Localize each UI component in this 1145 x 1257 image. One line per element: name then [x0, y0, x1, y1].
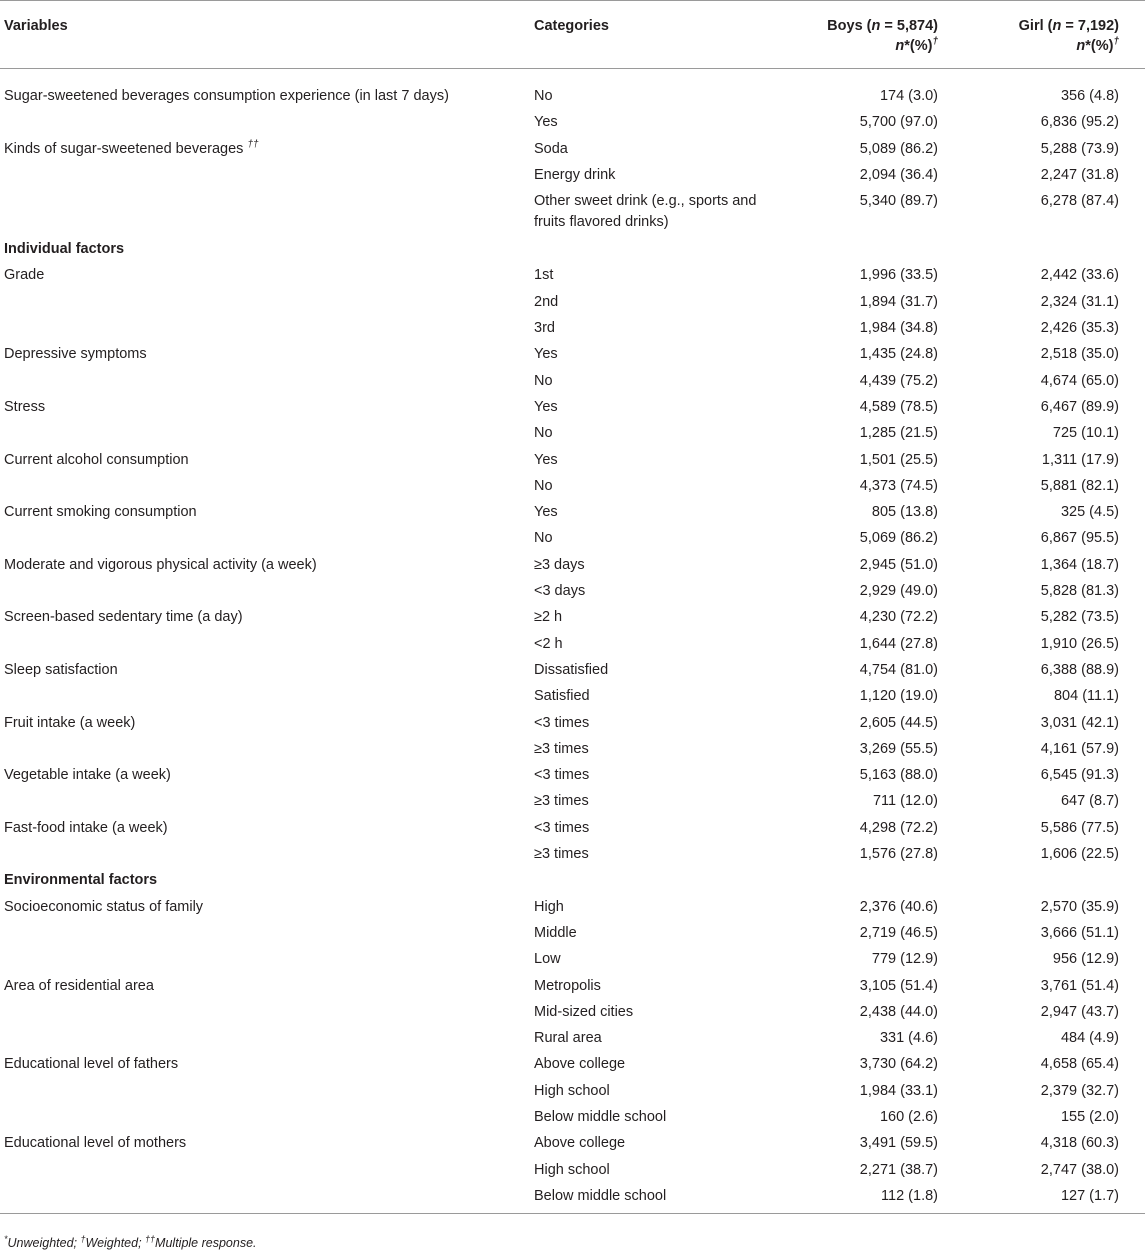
variable-cell	[0, 1157, 530, 1183]
table-row	[0, 999, 1145, 1025]
boys-value-cell: 779 (12.9)	[871, 951, 938, 968]
table-row	[0, 262, 1145, 288]
header-boys: Boys (n = 5,874)	[790, 1, 960, 37]
girl-value-cell: 127 (1.7)	[960, 1183, 1145, 1214]
table-row	[0, 762, 1145, 788]
variable-cell	[0, 1025, 530, 1051]
variable-cell	[0, 525, 530, 551]
boys-value-cell: 160 (2.6)	[879, 1108, 938, 1125]
table-row	[0, 683, 1145, 709]
table-row	[0, 136, 1145, 162]
boys-value-cell: 1,576 (27.8)	[859, 846, 938, 863]
girl-value-cell: 956 (12.9)	[1052, 951, 1119, 968]
boys-value-cell: 2,605 (44.5)	[859, 714, 938, 731]
table-row	[0, 788, 1145, 814]
girl-value-cell: 2,426 (35.3)	[1040, 320, 1119, 337]
variable-cell: Area of residential area	[4, 977, 154, 994]
table-row	[0, 368, 1145, 394]
table-row	[0, 1157, 1145, 1183]
boys-value-cell: 1,435 (24.8)	[859, 346, 938, 363]
variable-cell: Sleep satisfaction	[4, 661, 118, 678]
variable-cell	[0, 788, 530, 814]
boys-value-cell: 1,894 (31.7)	[859, 293, 938, 310]
boys-value-cell: 5,700 (97.0)	[859, 114, 938, 131]
girl-value-cell: 4,658 (65.4)	[1040, 1056, 1119, 1073]
section-heading: Environmental factors	[4, 872, 158, 889]
girl-value-cell: 2,747 (38.0)	[1040, 1161, 1119, 1178]
boys-value-cell: 1,501 (25.5)	[859, 451, 938, 468]
girl-value-cell: 2,947 (43.7)	[1040, 1003, 1119, 1020]
variable-cell	[0, 473, 530, 499]
section-row	[0, 236, 1145, 262]
table-row	[0, 289, 1145, 315]
girl-value-cell: 5,881 (82.1)	[1040, 477, 1119, 494]
header-girl-sub: n*(%)†	[960, 36, 1145, 69]
variable-cell	[0, 1104, 530, 1130]
table-row	[0, 473, 1145, 499]
variable-cell	[0, 946, 530, 972]
variable-cell: Sugar-sweetened beverages consumption experience (in last 7 days)	[4, 88, 449, 104]
table-row	[0, 973, 1145, 999]
table-row	[0, 341, 1145, 367]
variable-cell: Fast-food intake (a week)	[4, 819, 168, 836]
boys-value-cell: 174 (3.0)	[879, 88, 938, 104]
variable-cell	[0, 999, 530, 1025]
boys-value-cell: 331 (4.6)	[879, 1030, 938, 1047]
boys-value-cell: 5,163 (88.0)	[859, 767, 938, 784]
girl-value-cell: 3,761 (51.4)	[1040, 977, 1119, 994]
variable-cell	[0, 368, 530, 394]
category-cell: Rural area	[534, 1030, 602, 1047]
category-cell: <3 days	[534, 583, 586, 600]
table-row	[0, 1130, 1145, 1156]
category-cell: No	[534, 530, 553, 547]
category-cell: ≥3 days	[534, 556, 585, 573]
table-row	[0, 578, 1145, 604]
variable-cell	[0, 578, 530, 604]
table-row	[0, 420, 1145, 446]
category-cell: No	[534, 477, 553, 494]
table-row	[0, 1078, 1145, 1104]
girl-value-cell: 1,606 (22.5)	[1040, 846, 1119, 863]
table-row	[0, 162, 1145, 188]
boys-value-cell: 2,376 (40.6)	[859, 898, 938, 915]
boys-value-cell: 2,719 (46.5)	[859, 924, 938, 941]
boys-value-cell: 4,298 (72.2)	[859, 819, 938, 836]
girl-value-cell: 6,388 (88.9)	[1040, 661, 1119, 678]
table-row	[0, 710, 1145, 736]
girl-value-cell: 804 (11.1)	[1053, 688, 1119, 705]
variable-cell: Educational level of mothers	[4, 1135, 187, 1152]
header-girl: Girl (n = 7,192)	[960, 1, 1145, 37]
variable-cell	[0, 920, 530, 946]
boys-value-cell: 5,340 (89.7)	[859, 193, 938, 210]
girl-value-cell: 6,867 (95.5)	[1040, 530, 1119, 547]
variable-cell: Grade	[4, 267, 45, 284]
section-row	[0, 867, 1145, 893]
variable-cell	[0, 162, 530, 188]
category-cell: Satisfied	[534, 688, 590, 705]
section-heading: Individual factors	[4, 241, 125, 258]
variable-cell	[0, 631, 530, 657]
girl-value-cell: 2,324 (31.1)	[1040, 293, 1119, 310]
variable-cell: Current alcohol consumption	[4, 451, 189, 468]
table-row	[0, 604, 1145, 630]
category-cell: ≥2 h	[534, 609, 563, 626]
category-cell: 2nd	[534, 293, 559, 310]
boys-value-cell: 2,094 (36.4)	[859, 166, 938, 183]
variable-cell	[0, 1078, 530, 1104]
table-header	[0, 1, 1145, 69]
boys-value-cell: 3,269 (55.5)	[859, 740, 938, 757]
header-boys-sub: n*(%)†	[790, 36, 960, 69]
girl-value-cell: 356 (4.8)	[1060, 88, 1119, 104]
boys-value-cell: 5,089 (86.2)	[859, 140, 938, 157]
table-row	[0, 631, 1145, 657]
table-row	[0, 920, 1145, 946]
boys-value-cell: 1,120 (19.0)	[859, 688, 938, 705]
table-row	[0, 1104, 1145, 1130]
category-cell: Mid-sized cities	[534, 1003, 634, 1020]
girl-value-cell: 725 (10.1)	[1052, 425, 1119, 442]
boys-value-cell: 4,589 (78.5)	[859, 398, 938, 415]
girl-value-cell: 1,910 (26.5)	[1040, 635, 1119, 652]
category-cell: Yes	[534, 398, 558, 415]
variable-cell: Current smoking consumption	[4, 504, 197, 521]
table-row	[0, 1051, 1145, 1077]
boys-value-cell: 711 (12.0)	[872, 793, 938, 810]
boys-value-cell: 4,439 (75.2)	[859, 372, 938, 389]
category-cell: Low	[534, 951, 561, 968]
girl-value-cell: 5,828 (81.3)	[1040, 583, 1119, 600]
category-cell: Above college	[534, 1135, 626, 1152]
category-cell: Yes	[534, 346, 558, 363]
header-variables: Variables	[0, 1, 530, 37]
category-cell: Soda	[534, 140, 568, 157]
variable-cell	[0, 188, 530, 236]
girl-value-cell: 2,442 (33.6)	[1040, 267, 1119, 284]
girl-value-cell: 2,247 (31.8)	[1040, 166, 1119, 183]
girl-value-cell: 647 (8.7)	[1060, 793, 1119, 810]
table-row	[0, 525, 1145, 551]
variable-cell: Moderate and vigorous physical activity (a week)	[4, 556, 317, 573]
girl-value-cell: 2,518 (35.0)	[1040, 346, 1119, 363]
table-row	[0, 109, 1145, 135]
variable-cell: Depressive symptoms	[4, 346, 147, 363]
table-body	[0, 69, 1145, 1214]
header-categories: Categories	[530, 1, 790, 37]
variable-cell: Vegetable intake (a week)	[4, 767, 171, 784]
girl-value-cell: 6,467 (89.9)	[1040, 398, 1119, 415]
boys-value-cell: 805 (13.8)	[871, 504, 938, 521]
category-cell: Yes	[534, 504, 558, 521]
category-cell: <3 times	[534, 767, 590, 784]
variable-cell: Screen-based sedentary time (a day)	[4, 609, 243, 626]
boys-value-cell: 1,996 (33.5)	[859, 267, 938, 284]
category-cell: Above college	[534, 1056, 626, 1073]
girl-value-cell: 4,161 (57.9)	[1040, 740, 1119, 757]
category-cell: Other sweet drink (e.g., sports and fruits flavored drinks)	[534, 193, 757, 231]
category-cell: ≥3 times	[534, 846, 589, 863]
table-row	[0, 946, 1145, 972]
variable-cell	[0, 736, 530, 762]
category-cell: Middle	[534, 924, 577, 941]
boys-value-cell: 1,644 (27.8)	[859, 635, 938, 652]
category-cell: High school	[534, 1161, 610, 1178]
boys-value-cell: 3,730 (64.2)	[859, 1056, 938, 1073]
girl-value-cell: 2,379 (32.7)	[1040, 1082, 1119, 1099]
girl-value-cell: 6,836 (95.2)	[1040, 114, 1119, 131]
category-cell: Energy drink	[534, 166, 616, 183]
category-cell: No	[534, 88, 553, 104]
girl-value-cell: 1,311 (17.9)	[1041, 451, 1119, 468]
boys-value-cell: 1,285 (21.5)	[859, 425, 938, 442]
table-row	[0, 188, 1145, 236]
variable-cell	[0, 420, 530, 446]
table-row	[0, 69, 1145, 110]
girl-value-cell: 5,288 (73.9)	[1040, 140, 1119, 157]
variable-cell	[0, 289, 530, 315]
category-cell: Dissatisfied	[534, 661, 609, 678]
girl-value-cell: 484 (4.9)	[1060, 1030, 1119, 1047]
category-cell: <3 times	[534, 714, 590, 731]
table-row	[0, 552, 1145, 578]
girl-value-cell: 4,318 (60.3)	[1040, 1135, 1119, 1152]
category-cell: High school	[534, 1082, 610, 1099]
category-cell: High	[534, 898, 564, 915]
boys-value-cell: 3,491 (59.5)	[859, 1135, 938, 1152]
girl-value-cell: 6,545 (91.3)	[1040, 767, 1119, 784]
boys-value-cell: 112 (1.8)	[790, 1183, 960, 1214]
girl-value-cell: 2,570 (35.9)	[1040, 898, 1119, 915]
girl-value-cell: 3,031 (42.1)	[1040, 714, 1119, 731]
girl-value-cell: 5,282 (73.5)	[1040, 609, 1119, 626]
category-cell: <2 h	[534, 635, 563, 652]
category-cell: Yes	[534, 114, 558, 131]
table-row	[0, 394, 1145, 420]
table-row	[0, 841, 1145, 867]
category-cell: Below middle school	[534, 1108, 667, 1125]
table-row	[0, 315, 1145, 341]
category-cell: 1st	[534, 267, 554, 284]
variable-cell	[0, 315, 530, 341]
girl-value-cell: 6,278 (87.4)	[1040, 193, 1119, 210]
boys-value-cell: 1,984 (33.1)	[859, 1082, 938, 1099]
boys-value-cell: 3,105 (51.4)	[859, 977, 938, 994]
boys-value-cell: 1,984 (34.8)	[859, 320, 938, 337]
variable-cell	[0, 1183, 530, 1214]
table-row	[0, 499, 1145, 525]
table-row	[0, 1183, 1145, 1214]
girl-value-cell: 4,674 (65.0)	[1040, 372, 1119, 389]
boys-value-cell: 2,929 (49.0)	[859, 583, 938, 600]
girl-value-cell: 1,364 (18.7)	[1040, 556, 1119, 573]
boys-value-cell: 2,271 (38.7)	[859, 1161, 938, 1178]
variable-cell	[0, 683, 530, 709]
table-row	[0, 736, 1145, 762]
variable-cell	[0, 109, 530, 135]
girl-value-cell: 325 (4.5)	[1060, 504, 1119, 521]
category-cell: ≥3 times	[534, 740, 589, 757]
category-cell: No	[534, 372, 553, 389]
category-cell: Below middle school	[530, 1183, 790, 1214]
table-row	[0, 815, 1145, 841]
variable-cell: Educational level of fathers	[4, 1056, 179, 1073]
boys-value-cell: 4,230 (72.2)	[859, 609, 938, 626]
category-cell: ≥3 times	[534, 793, 589, 810]
category-cell: No	[534, 425, 553, 442]
table-footnote: *Unweighted; †Weighted; ††Multiple response.	[4, 1234, 257, 1250]
girl-value-cell: 5,586 (77.5)	[1040, 819, 1119, 836]
variable-cell	[0, 841, 530, 867]
girl-value-cell: 3,666 (51.1)	[1040, 924, 1119, 941]
table-row	[0, 657, 1145, 683]
boys-value-cell: 2,945 (51.0)	[859, 556, 938, 573]
category-cell: Metropolis	[534, 977, 601, 994]
category-cell: 3rd	[534, 320, 555, 337]
girl-value-cell: 155 (2.0)	[1060, 1108, 1119, 1125]
variable-cell: Socioeconomic status of family	[4, 898, 204, 915]
table-row	[0, 1025, 1145, 1051]
category-cell: Yes	[534, 451, 558, 468]
table-row	[0, 894, 1145, 920]
boys-value-cell: 2,438 (44.0)	[859, 1003, 938, 1020]
boys-value-cell: 4,373 (74.5)	[859, 477, 938, 494]
boys-value-cell: 5,069 (86.2)	[859, 530, 938, 547]
variable-cell: Kinds of sugar-sweetened beverages ††	[4, 138, 259, 157]
variable-cell: Fruit intake (a week)	[4, 714, 136, 731]
boys-value-cell: 4,754 (81.0)	[859, 661, 938, 678]
category-cell: <3 times	[534, 819, 590, 836]
table-row	[0, 447, 1145, 473]
variable-cell: Stress	[4, 398, 46, 415]
